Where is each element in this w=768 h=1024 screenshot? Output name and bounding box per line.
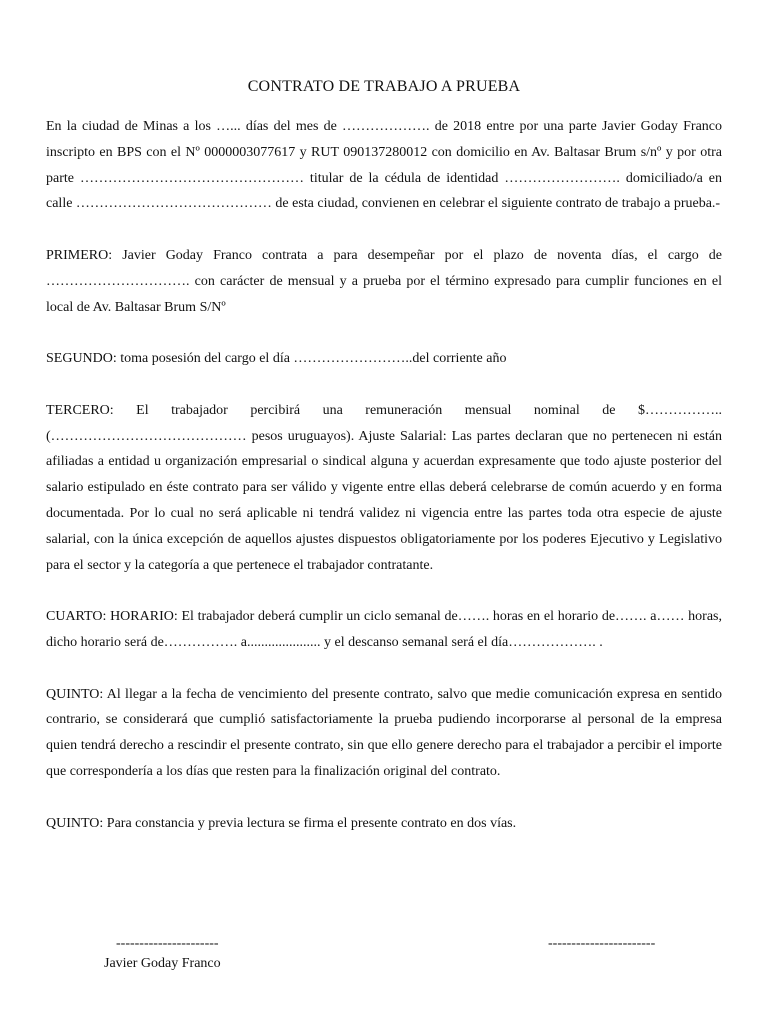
clause-quinto: QUINTO: Al llegar a la fecha de vencimiento del presente contrato, salvo que medie comunicación expresa en sentido contrario, se considerará que cumplió satisfactoriamente la prueba pudiendo incorporarse al personal de la empresa quien tendrá derecho a rescindir el presente contrato, sin que ello genere derecho para el trabajador a percibir el importe que correspondería a los días que resten para la finalización original del contrato. <box>46 686 722 779</box>
intro-paragraph: En la ciudad de Minas a los …... días del mes de ………………. de 2018 entre por una parte Javier Goday Franco inscripto en BPS con el Nº 0000003077617 y RUT 090137280012 con domicilio en Av. Baltasar Brum s/nº y por otra parte ………………………………………… titular de la cédula de identidad ……………………. domiciliado/a en calle …………………………………… de esta ciudad, convienen en celebrar el siguiente contrato de trabajo a prueba.- <box>46 119 722 212</box>
clause-segundo: SEGUNDO: toma posesión del cargo el día ……………………..del corriente año <box>46 351 507 367</box>
contract-body <box>46 114 722 862</box>
clause-quinto-firma: QUINTO: Para constancia y previa lectura se firma el presente contrato en dos vías. <box>46 815 517 831</box>
clause-primero: PRIMERO: Javier Goday Franco contrata a para desempeñar por el plazo de noventa días, el cargo de …………………………. con carácter de mensual y a prueba por el término expresado para cumplir funciones en el local de Av. Baltasar Brum S/Nº <box>46 247 722 315</box>
clause-cuarto: CUARTO: HORARIO: El trabajador deberá cumplir un ciclo semanal de……. horas en el horario de……. a…… horas, dicho horario será de……………. a..................... y el descanso semanal será el día………………. . <box>46 609 722 650</box>
clause-tercero: TERCERO: El trabajador percibirá una remuneración mensual nominal de $…………….. (…………………………………… pesos uruguayos). Ajuste Salarial: Las partes declaran que no pertenecen ni están afiliadas a entidad u organización empresarial o sindical alguna y acuerdan expresamente que todo ajuste posterior del salario estipulado en éste contrato para ser válido y vigente entre ellas deberá celebrarse de común acuerdo y en forma documentada. Por lo cual no será aplicable ni tendrá validez ni vigencia entre las partes toda otra especie de ajuste salarial, con la única excepción de aquellos ajustes dispuestos obligatoriamente por los poderes Ejecutivo y Legislativo para el sector y la categoría a que pertenece el trabajador contratante. <box>46 402 722 573</box>
document-title: CONTRATO DE TRABAJO A PRUEBA <box>247 78 521 95</box>
employer-signature-line: ---------------------- <box>116 936 219 951</box>
employer-name: Javier Goday Franco <box>104 956 221 971</box>
employee-signature-line: ----------------------- <box>548 936 656 951</box>
